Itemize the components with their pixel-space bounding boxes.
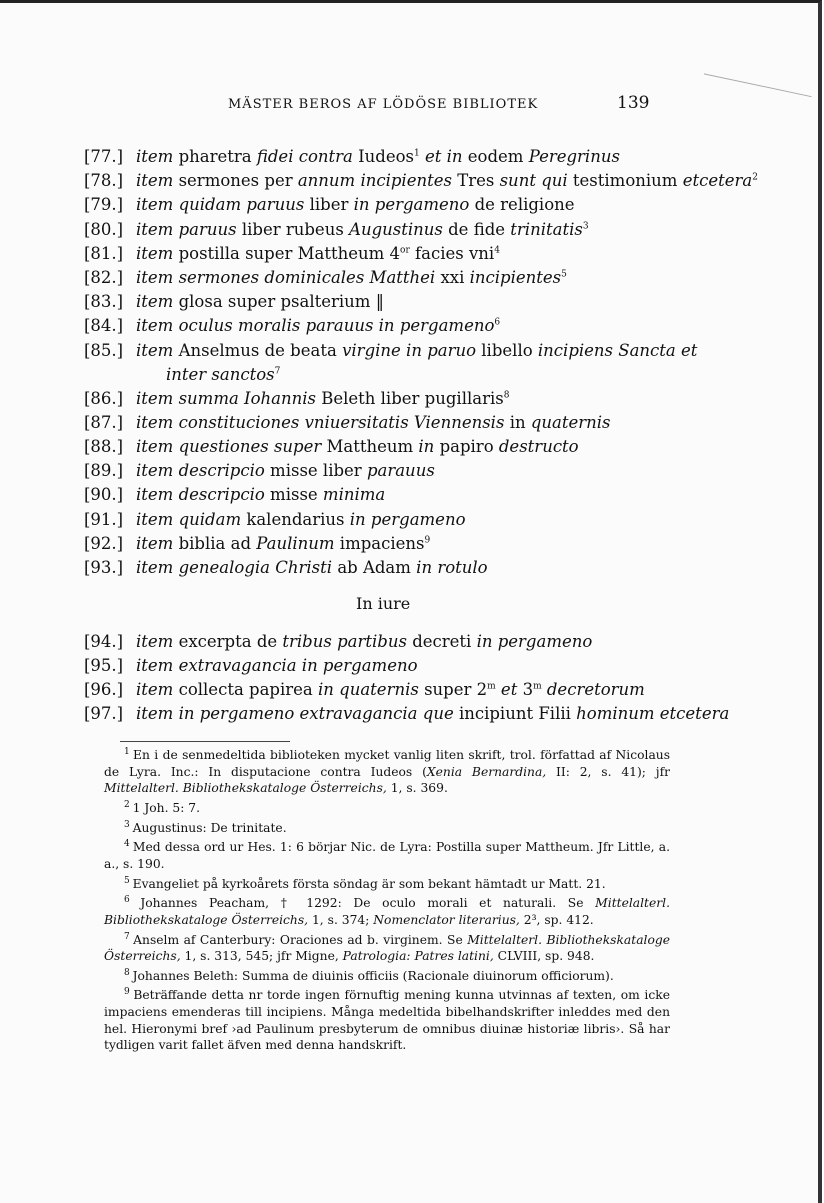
footnote [104, 836, 670, 872]
text-segment: in rotulo [416, 558, 488, 577]
text-segment: destructo [498, 437, 579, 456]
entry-number: [78.] [84, 171, 124, 190]
catalog-entry [84, 680, 645, 699]
text-segment: collecta papirea [178, 680, 318, 699]
text-segment: fidei contra [256, 147, 359, 166]
section-heading: In iure [356, 594, 411, 613]
text-segment: Med dessa ord ur Hes. 1: 6 börjar Nic. de Lyra: Postilla super Mattheum. Jfr Little, a. a., s. 190. [104, 840, 670, 871]
footnote [104, 984, 670, 1053]
text-segment: libello [481, 341, 538, 360]
text-segment: etcetera [682, 171, 753, 190]
text-segment: 4 [124, 839, 133, 850]
catalog-entry [84, 510, 466, 529]
text-segment: quaternis [530, 413, 611, 432]
catalog-entry [84, 389, 509, 408]
catalog-entry [84, 656, 418, 675]
footnote [104, 744, 670, 797]
text-segment: facies vni [409, 244, 495, 263]
text-segment: item [136, 510, 179, 529]
text-segment: item [136, 292, 179, 311]
text-segment: minima [322, 485, 386, 504]
text-segment: 8 [503, 390, 510, 401]
text-segment: 2 [124, 799, 133, 810]
text-segment: de religione [474, 195, 575, 214]
text-segment: oculus moralis parauus in [178, 316, 400, 335]
text-segment: or [400, 245, 410, 256]
text-segment: Tres [457, 171, 500, 190]
text-segment: 1, s. 369. [386, 781, 448, 796]
text-segment: item [136, 244, 179, 263]
text-segment: super 2 [424, 680, 488, 699]
footnote [104, 929, 670, 965]
entry-number: [94.] [84, 632, 124, 651]
catalog-entry [84, 268, 567, 287]
text-segment: 6 [494, 317, 501, 328]
catalog-entry [84, 558, 488, 577]
text-segment: virgine in paruo [342, 341, 482, 360]
text-segment: hominum etcetera [576, 704, 730, 723]
text-segment: parauus [366, 461, 435, 480]
text-segment: eodem [467, 147, 529, 166]
entry-number: [96.] [84, 680, 124, 699]
footnote [104, 892, 670, 928]
text-segment: item [136, 147, 179, 166]
text-segment: Matthei [369, 268, 441, 287]
entry-number: [85.] [84, 341, 124, 360]
text-segment: postilla super Mattheum 4 [178, 244, 401, 263]
text-segment: Beleth liber pugillaris [321, 389, 504, 408]
text-segment: liber rubeus [241, 220, 350, 239]
text-segment: Beträffande detta nr torde ingen förnuftig mening kunna utvinnas af texten, om icke impaciens emenderas till incipiens. Många medeltida bibelhandskrifter inleddes med den hel. Hieronymi bref ›ad Paulinum presbyterum de omnibus diuinæ historiæ libris›. Så har tydligen varit fallet äfven med denna handskrift. [104, 988, 670, 1053]
text-segment: 8 [124, 967, 133, 978]
entry-number: [86.] [84, 389, 124, 408]
footnote-divider [120, 741, 290, 742]
catalog-entry [84, 704, 729, 723]
text-segment: 1 Joh. 5: 7. [132, 800, 201, 815]
text-segment: incipientes [469, 268, 562, 287]
entry-number: [84.] [84, 316, 124, 335]
entry-number: [89.] [84, 461, 124, 480]
text-segment: decreti [412, 632, 477, 651]
catalog-entry [84, 437, 579, 456]
text-segment: Filii [538, 704, 577, 723]
text-segment: trinitatis [510, 220, 583, 239]
text-segment: questiones super [178, 437, 327, 456]
entry-number: [82.] [84, 268, 124, 287]
text-segment: misse [270, 485, 323, 504]
entry-number: [79.] [84, 195, 124, 214]
text-segment: 4 [494, 245, 500, 256]
text-segment: Johannes Peacham, † 1292: De oculo morali et naturali. Se [140, 896, 596, 911]
text-segment: xxi [440, 268, 470, 287]
text-segment: item in pergameno extravagancia que [136, 704, 459, 723]
text-segment: m [533, 681, 542, 692]
text-segment: decretorum [541, 680, 645, 699]
text-segment: item [136, 534, 179, 553]
text-segment: kalendarius [246, 510, 350, 529]
catalog-entry [84, 147, 620, 166]
catalog-entry [84, 632, 592, 651]
text-segment: 3 [124, 819, 133, 830]
text-segment: in pergameno [353, 195, 475, 214]
entry-number: [97.] [84, 704, 124, 723]
text-segment: CLVIII, sp. 948. [493, 949, 595, 964]
text-segment: Peregrinus [528, 147, 620, 166]
text-segment: in quaternis [318, 680, 425, 699]
catalog-entry [84, 220, 589, 239]
text-segment: Mittelalterl. Bibliothekskataloge Österreichs, [104, 932, 671, 964]
text-segment: genealogia Christi [178, 558, 338, 577]
text-segment: sermones dominicales [178, 268, 370, 287]
text-segment: Xenia Bernardina, [426, 764, 547, 779]
text-segment: item [136, 632, 179, 651]
text-segment: de fide [448, 220, 511, 239]
text-segment: 1, s. 313, 545; jfr Migne, [180, 949, 343, 964]
text-segment: glosa super psalterium [178, 292, 376, 311]
catalog-entry-continuation [166, 365, 280, 384]
text-segment: Mittelalterl. Bibliothekskataloge Österreichs, [104, 781, 387, 796]
text-segment: quidam [178, 510, 247, 529]
text-segment: Mittelalterl. Bibliothekskataloge Österreichs, [104, 896, 670, 927]
text-segment: item [136, 389, 179, 408]
text-segment: excerpta de [178, 632, 283, 651]
text-segment: paruus [178, 220, 242, 239]
text-segment: Anselm af Canterbury: Oraciones ad b. virginem. Se [133, 932, 468, 947]
catalog-entry [84, 195, 575, 214]
text-segment: 1, s. 374; [308, 912, 374, 927]
text-segment: quidam paruus [178, 195, 310, 214]
text-segment: 1 [414, 148, 420, 159]
text-segment: 3 [582, 221, 589, 232]
catalog-entry [84, 485, 385, 504]
text-segment: item [136, 413, 179, 432]
text-segment: incipiens Sancta et [537, 341, 698, 360]
text-segment: item [136, 195, 179, 214]
text-segment: item [136, 316, 179, 335]
text-segment: En i de senmedeltida biblioteken mycket vanlig liten skrift, trol. författad af Nicolaus de Lyra. Inc.: In disputacione contra Iudeos ( [104, 748, 671, 779]
text-segment: 2³, sp. 412. [519, 912, 594, 927]
text-segment: item [136, 268, 179, 287]
text-segment: liber [309, 195, 354, 214]
text-segment: Augustinus [349, 220, 449, 239]
text-segment: descripcio [178, 485, 271, 504]
text-segment: sunt qui [499, 171, 573, 190]
catalog-entry [84, 461, 435, 480]
footnote [104, 965, 670, 985]
margin-pencil-mark [704, 52, 816, 97]
text-segment: 5 [561, 269, 567, 280]
catalog-entry [84, 341, 697, 360]
entry-number: [88.] [84, 437, 124, 456]
footnote [104, 873, 670, 893]
page-number: 139 [617, 93, 650, 113]
catalog-entry [84, 292, 384, 311]
text-segment: 1 [124, 747, 134, 757]
text-segment: ‖ [375, 292, 384, 311]
text-segment: item [136, 341, 179, 360]
catalog-entry [84, 316, 500, 335]
text-segment: et in [419, 147, 468, 166]
running-header: MÄSTER BEROS AF LÖDÖSE BIBLIOTEK [228, 97, 539, 112]
text-segment: papiro [439, 437, 499, 456]
text-segment: in pergameno [349, 510, 466, 529]
text-segment: in [509, 413, 531, 432]
text-segment: descripcio [178, 461, 271, 480]
footnote [104, 797, 670, 817]
text-segment: ab Adam [337, 558, 417, 577]
catalog-entry [84, 413, 611, 432]
text-segment: in pergameno [476, 632, 593, 651]
text-segment: in [418, 437, 440, 456]
text-segment: Nomenclator literarius, [373, 912, 520, 927]
text-segment: sermones per [178, 171, 298, 190]
text-segment: summa Iohannis [178, 389, 322, 408]
text-segment: annum [297, 171, 361, 190]
text-segment: Evangeliet på kyrkoårets första söndag är som bekant hämtadt ur Matt. 21. [132, 876, 606, 891]
text-segment: Patrologia: Patres latini, [342, 949, 494, 964]
text-segment: item [136, 171, 179, 190]
text-segment: Augustinus: De trinitate. [132, 820, 287, 835]
footnotes [104, 744, 670, 1054]
text-segment: Mattheum [326, 437, 419, 456]
text-segment: item [136, 680, 179, 699]
entry-number: [80.] [84, 220, 124, 239]
text-segment: incipiunt [458, 704, 539, 723]
text-segment: inter sanctos [166, 365, 275, 384]
text-segment: 6 [124, 895, 141, 906]
text-segment: tribus partibus [282, 632, 413, 651]
text-segment: II: 2, s. 41); jfr [546, 764, 671, 779]
catalog-entry [84, 534, 430, 553]
text-segment: item [136, 485, 179, 504]
entry-number: [81.] [84, 244, 124, 263]
text-segment: impaciens [339, 534, 425, 553]
text-segment: item [136, 437, 179, 456]
catalog-entry [84, 171, 758, 190]
entry-number: [77.] [84, 147, 124, 166]
text-segment: item [136, 656, 179, 675]
text-segment: Paulinum [256, 534, 340, 553]
entry-number: [95.] [84, 656, 124, 675]
entry-number: [87.] [84, 413, 124, 432]
text-segment: 5 [124, 875, 133, 886]
text-segment: constituciones vniuersitatis Viennensis [178, 413, 510, 432]
text-segment: incipientes [360, 171, 458, 190]
text-segment: extravagancia in pergameno [178, 656, 418, 675]
text-segment: item [136, 220, 179, 239]
text-segment: 2 [752, 172, 758, 183]
text-segment: 3 [522, 680, 534, 699]
entry-number: [90.] [84, 485, 124, 504]
catalog-entry [84, 244, 500, 263]
text-segment: item [136, 558, 179, 577]
entry-number: [83.] [84, 292, 124, 311]
footnote [104, 817, 670, 837]
text-segment: 7 [274, 366, 281, 377]
entry-number: [93.] [84, 558, 124, 577]
text-segment: item [136, 461, 179, 480]
text-segment: pergameno [399, 316, 495, 335]
text-segment: Johannes Beleth: Summa de diuinis officiis (Racionale diuinorum officiorum). [132, 968, 614, 983]
text-segment: m [487, 681, 496, 692]
text-segment: 7 [124, 931, 134, 942]
text-segment: testimonium [572, 171, 683, 190]
entry-number: [92.] [84, 534, 124, 553]
text-segment: Iudeos [358, 147, 414, 166]
text-segment: biblia ad [178, 534, 257, 553]
text-segment: misse liber [270, 461, 367, 480]
entry-number: [91.] [84, 510, 124, 529]
text-segment: pharetra [178, 147, 257, 166]
text-segment: 9 [124, 987, 134, 998]
text-segment: et [495, 680, 523, 699]
text-segment: 9 [424, 535, 431, 546]
text-segment: Anselmus de beata [178, 341, 343, 360]
